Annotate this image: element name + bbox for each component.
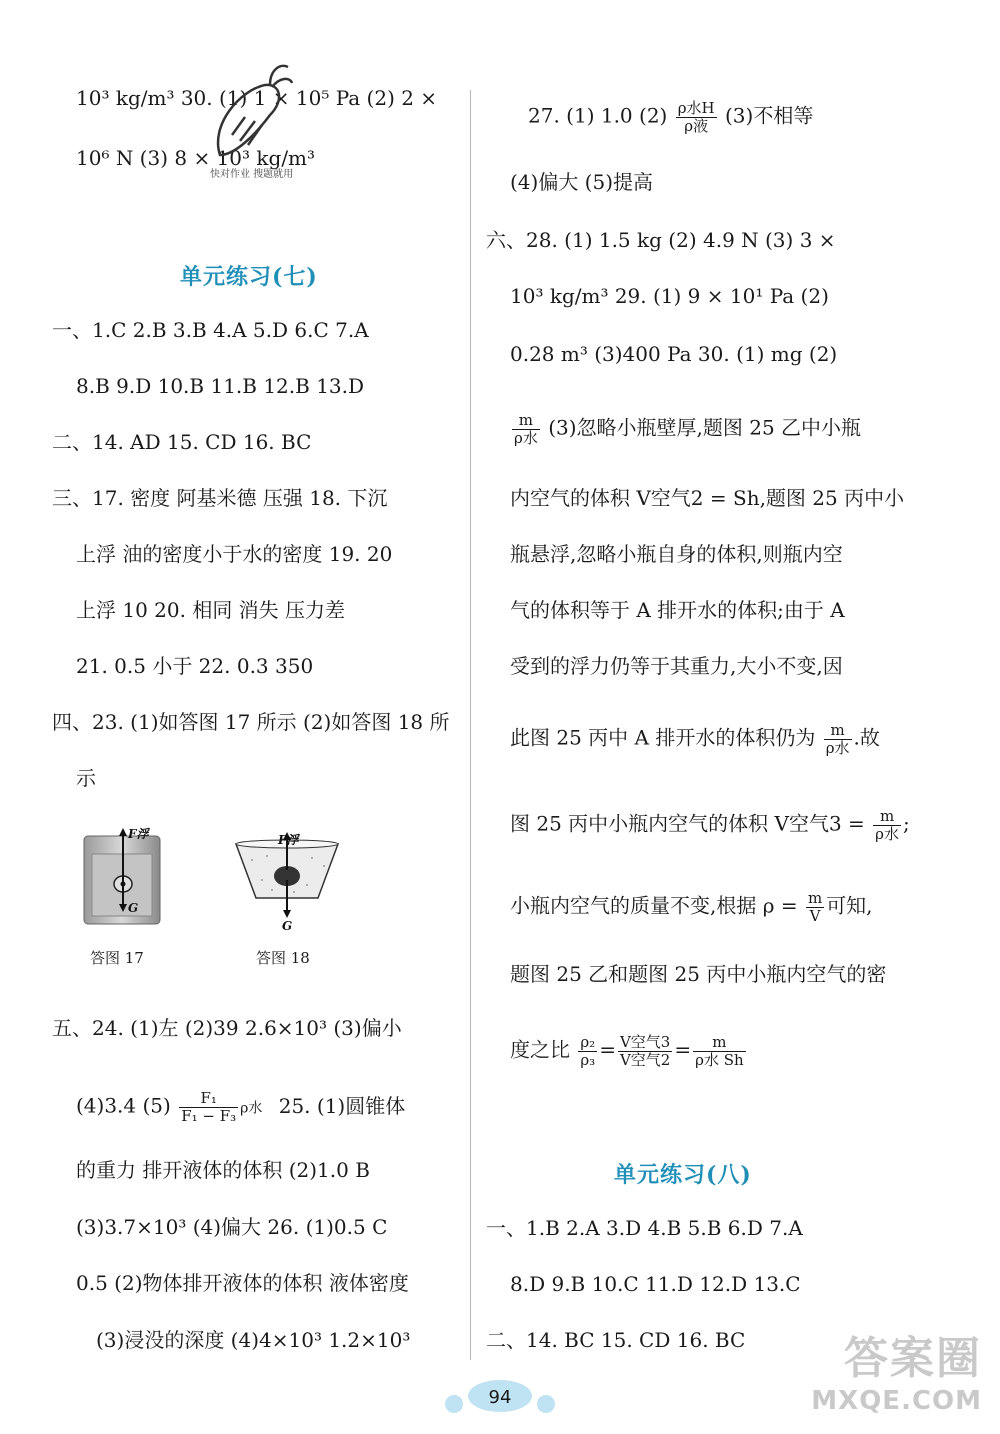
- right-line: 受到的浮力仍等于其重力,大小不变,因: [510, 654, 843, 678]
- unit7-line: 21. 0.5 小于 22. 0.3 350: [76, 654, 314, 678]
- figure-18-bowl: [232, 830, 342, 935]
- fraction-rho: [806, 890, 824, 924]
- carrot-sticker-icon: [200, 55, 295, 185]
- line-a: [510, 722, 880, 756]
- fig17-force-up-label: F浮: [128, 827, 149, 841]
- right-line: 题图 25 乙和题图 25 丙中小瓶内空气的密: [510, 962, 887, 986]
- frac-27-denominator: ρ液: [684, 116, 709, 135]
- line-e-text: 度之比: [510, 1037, 570, 1062]
- line-a-text: 此图 25 丙中 A 排开水的体积仍为: [510, 725, 816, 750]
- column-divider: [470, 90, 471, 1360]
- q24-5-prefix: (4)3.4 (5): [76, 1093, 171, 1118]
- q27-suffix: (3)不相等: [724, 103, 814, 128]
- frac-27-numerator: ρ水H: [677, 99, 715, 117]
- ratio-a: [578, 1034, 597, 1068]
- right-line: 0.28 m³ (3)400 Pa 30. (1) mg (2): [510, 342, 838, 366]
- right-line: 瓶悬浮,忽略小瓶自身的体积,则瓶内空: [510, 542, 843, 566]
- ratio-a-denominator: ρ₃: [580, 1050, 596, 1069]
- watermark-url: MXQE.COM: [811, 1386, 982, 1416]
- fraction-a: [824, 722, 852, 756]
- ratio-a-numerator: ρ₂: [580, 1033, 596, 1051]
- frac-30-denominator: ρ水: [514, 428, 538, 447]
- unit7-line: 上浮 10 20. 相同 消失 压力差: [76, 598, 346, 622]
- unit7-line: 示: [76, 766, 96, 790]
- frac-b-denominator: ρ水: [875, 824, 899, 843]
- unit7-heading: 单元练习(七): [180, 264, 318, 290]
- unit7-line: 三、17. 密度 阿基米德 压强 18. 下沉: [52, 486, 388, 510]
- figure-17-beaker: [78, 820, 168, 930]
- sticker-label: 快对作业 搜题就用: [210, 169, 294, 180]
- frac-a-denominator: ρ水: [825, 738, 850, 757]
- line-c-end: 可知,: [826, 893, 873, 918]
- fig17-force-down-label: G: [128, 901, 139, 915]
- page-number-badge: [440, 1376, 560, 1416]
- unit7-line: 一、1.C 2.B 3.B 4.A 5.D 6.C 7.A: [52, 318, 369, 342]
- right-line: 内空气的体积 V空气2 = Sh,题图 25 丙中小: [510, 486, 905, 510]
- ratio-b-numerator: V空气3: [619, 1033, 671, 1051]
- figure-18-caption: 答图 18: [256, 949, 310, 967]
- q24-5-line: [76, 1090, 405, 1124]
- line-b: [510, 808, 910, 842]
- left-line-2: 10⁶ N (3) 8 × 10³ kg/m³: [76, 146, 316, 170]
- frac-24-after: ρ水: [240, 1100, 263, 1117]
- unit7-line: 上浮 油的密度小于水的密度 19. 20: [76, 542, 393, 566]
- right-line: 气的体积等于 A 排开水的体积;由于 A: [510, 598, 845, 622]
- fraction-27: [676, 100, 717, 134]
- q25-start: 25. (1)圆锥体: [278, 1093, 406, 1118]
- ratio-c-numerator: m: [693, 1034, 746, 1052]
- unit7-line: 五、24. (1)左 (2)39 2.6×10³ (3)偏小: [52, 1016, 402, 1040]
- frac-rho-denominator: V: [809, 906, 821, 925]
- ratio-c-denominator: ρ水 Sh: [695, 1050, 744, 1069]
- fraction-30: [512, 412, 540, 446]
- unit7-line: 二、14. AD 15. CD 16. BC: [52, 430, 312, 454]
- line-b-end: ;: [903, 811, 910, 836]
- frac-24-numerator: F₁: [179, 1090, 238, 1108]
- ratio-c: [693, 1034, 746, 1068]
- right-line: 六、28. (1) 1.5 kg (2) 4.9 N (3) 3 ×: [486, 228, 836, 252]
- line-c: [510, 890, 873, 924]
- unit8-heading: 单元练习(八): [614, 1162, 752, 1188]
- unit7-line: 四、23. (1)如答图 17 所示 (2)如答图 18 所: [52, 710, 450, 734]
- frac-rho-numerator: m: [807, 889, 823, 907]
- right-line: 10³ kg/m³ 29. (1) 9 × 10¹ Pa (2): [510, 284, 829, 308]
- unit7-line: 的重力 排开液体的体积 (2)1.0 B: [76, 1158, 370, 1182]
- unit7-line: (3)浸没的深度 (4)4×10³ 1.2×10³: [96, 1328, 411, 1352]
- unit8-line: 一、1.B 2.A 3.D 4.B 5.B 6.D 7.A: [486, 1216, 803, 1240]
- line-a-end: .故: [853, 725, 880, 750]
- watermark: [811, 1322, 982, 1416]
- unit7-line: (3)3.7×10³ (4)偏大 26. (1)0.5 C: [76, 1215, 388, 1239]
- line-b-text: 图 25 丙中小瓶内空气的体积 V空气3 =: [510, 811, 865, 836]
- frac-b-numerator: m: [873, 808, 901, 826]
- q30-line: [510, 412, 861, 446]
- page-number: 94: [488, 1387, 512, 1408]
- q30-rest: (3)忽略小瓶壁厚,题图 25 乙中小瓶: [548, 415, 862, 440]
- fraction-b: [873, 808, 901, 842]
- unit7-line: 0.5 (2)物体排开液体的体积 液体密度: [76, 1271, 409, 1295]
- line-e: 度之比 $\frac{\text{ρ₂}}{\text{ρ₃}}$ = $\frac{\text{V空气3}}{\text{V空气2}}$ = $\frac{m}{\text{ρ水 Sh}}$: [510, 1033, 744, 1069]
- figure-17-caption: 答图 17: [90, 949, 144, 967]
- right-line: (4)偏大 (5)提高: [510, 170, 654, 194]
- watermark-logo: 答案圈: [844, 1333, 982, 1384]
- left-line-1: 10³ kg/m³ 30. (1) 1 × 10⁵ Pa (2) 2 ×: [76, 86, 438, 110]
- frac-a-numerator: m: [824, 722, 852, 740]
- ratio-b-denominator: V空气2: [619, 1050, 671, 1069]
- unit8-line: 8.D 9.B 10.C 11.D 12.D 13.C: [510, 1272, 801, 1296]
- frac-24-denominator: F₁ − F₃: [181, 1106, 237, 1125]
- fig18-force-up-label: F浮: [278, 833, 299, 847]
- unit7-line: 8.B 9.D 10.B 11.B 12.B 13.D: [76, 374, 365, 398]
- fig18-force-down-label: G: [282, 919, 293, 933]
- unit8-line: 二、14. BC 15. CD 16. BC: [486, 1328, 746, 1352]
- fraction-24: [179, 1090, 238, 1124]
- frac-30-numerator: m: [512, 412, 540, 430]
- line-c-text: 小瓶内空气的质量不变,根据 ρ =: [510, 893, 798, 918]
- q27-line: [528, 100, 813, 134]
- q27-prefix: 27. (1) 1.0 (2): [528, 103, 668, 128]
- ratio-b: [618, 1034, 672, 1068]
